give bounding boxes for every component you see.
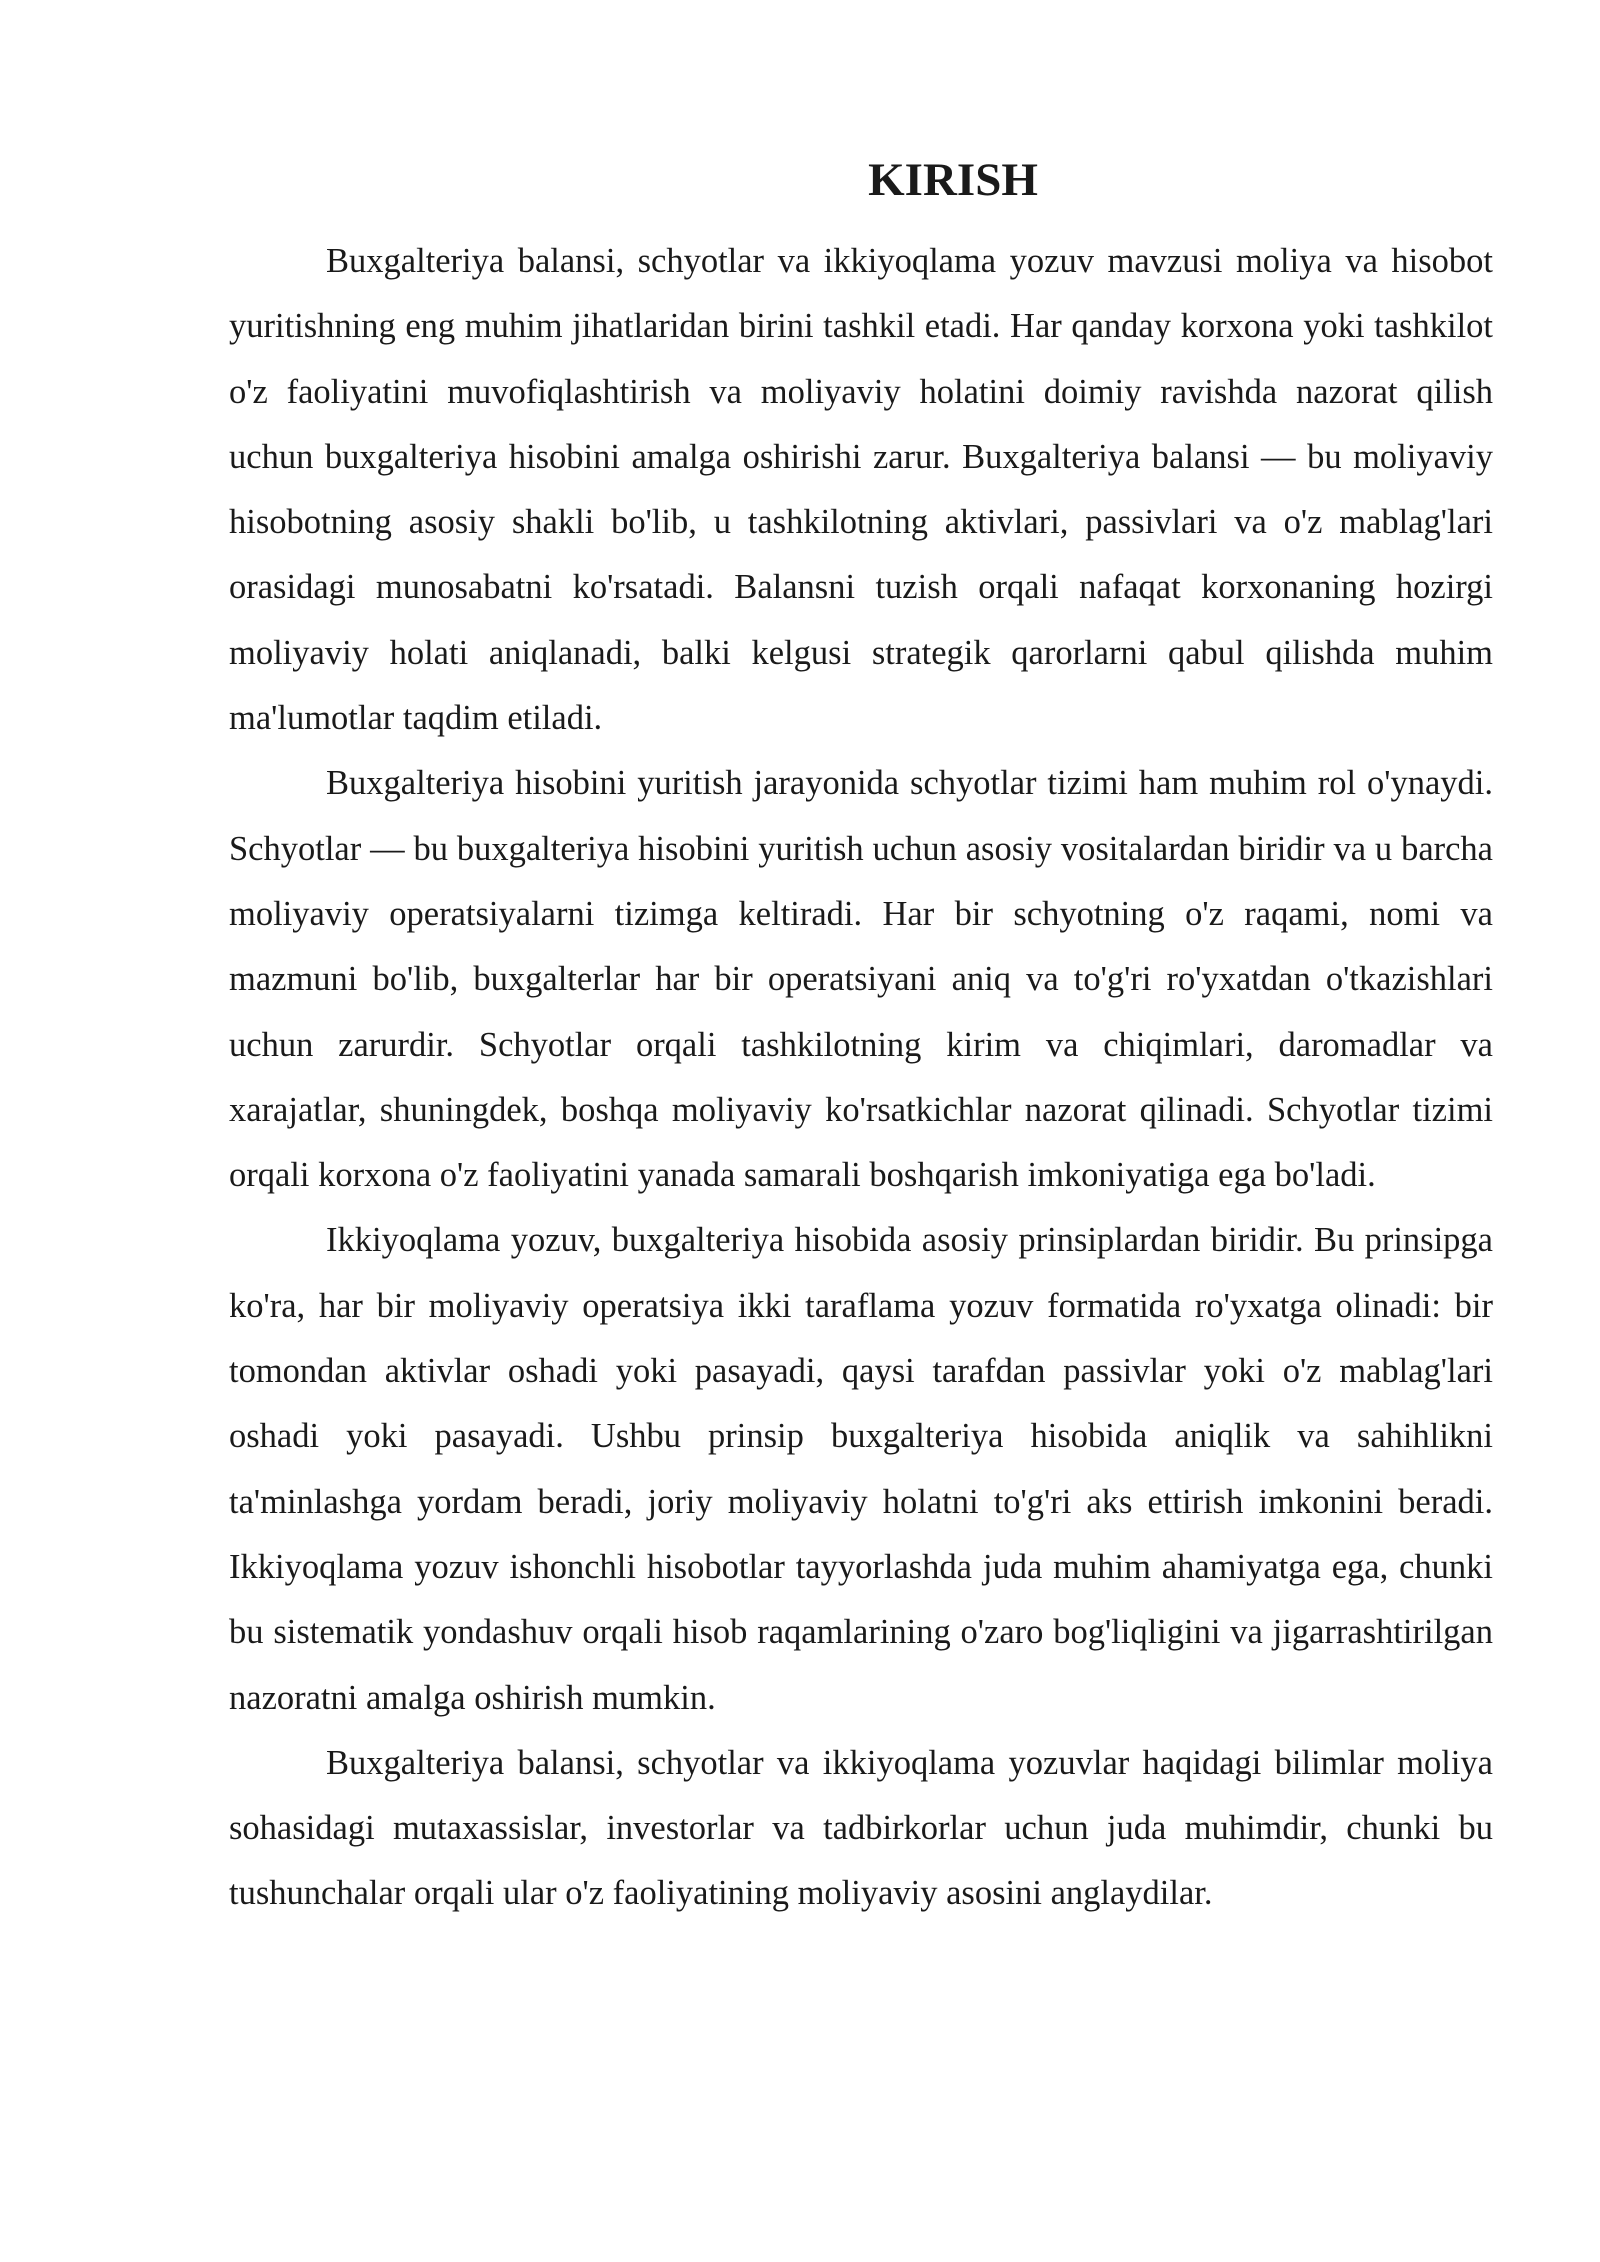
paragraph-3: Ikkiyoqlama yozuv, buxgalteriya hisobida asosiy prinsiplardan biridir. Bu prinsipga ko'ra, har bir moliyaviy operatsiya ikki taraflama yozuv formatida ro'yxatga olinadi: bir tomondan aktivlar oshadi yoki pasayadi, qaysi tarafdan passivlar yoki o'z mablag'lari oshadi yoki pasayadi. Ushbu prinsip buxgalteriya hisobida aniqlik va sahihlikni ta'minlashga yordam beradi, joriy moliyaviy holatni to'g'ri aks ettirish imkonini beradi. Ikkiyoqlama yozuv ishonchli hisobotlar tayyorlashda juda muhim ahamiyatga ega, chunki bu sistematik yondashuv orqali hisob raqamlarining o'zaro bog'liqligini va jigarrashtirilgan nazoratni amalga oshirish mumkin.	[229, 1221, 1493, 1717]
page-title: KIRISH	[868, 154, 1038, 206]
paragraph-2: Buxgalteriya hisobini yuritish jarayonida schyotlar tizimi ham muhim rol o'ynaydi. Schyotlar — bu buxgalteriya hisobini yuritish uchun asosiy vositalardan biridir va u barcha moliyaviy operatsiyalarni tizimga keltiradi. Har bir schyotning o'z raqami, nomi va mazmuni bo'lib, buxgalterlar har bir operatsiyani aniq va to'g'ri ro'yxatdan o'tkazishlari uchun zarurdir. Schyotlar orqali tashkilotning kirim va chiqimlari, daromadlar va xarajatlar, shuningdek, boshqa moliyaviy ko'rsatkichlar nazorat qilinadi. Schyotlar tizimi orqali korxona o'z faoliyatini yanada samarali boshqarish imkoniyatiga ega bo'ladi.	[229, 764, 1493, 1195]
document-body	[229, 229, 1493, 1927]
paragraph-4: Buxgalteriya balansi, schyotlar va ikkiyoqlama yozuvlar haqidagi bilimlar moliya sohasidagi mutaxassislar, investorlar va tadbirkorlar uchun juda muhimdir, chunki bu tushunchalar orqali ular o'z faoliyatining moliyaviy asosini anglaydilar.	[229, 1743, 1493, 1913]
paragraph-1: Buxgalteriya balansi, schyotlar va ikkiyoqlama yozuv mavzusi moliya va hisobot yuritishning eng muhim jihatlaridan birini tashkil etadi. Har qanday korxona yoki tashkilot o'z faoliyatini muvofiqlashtirish va moliyaviy holatini doimiy ravishda nazorat qilish uchun buxgalteriya hisobini amalga oshirishi zarur. Buxgalteriya balansi — bu moliyaviy hisobotning asosiy shakli bo'lib, u tashkilotning aktivlari, passivlari va o'z mablag'lari orasidagi munosabatni ko'rsatadi. Balansni tuzish orqali nafaqat korxonaning hozirgi moliyaviy holati aniqlanadi, balki kelgusi strategik qarorlarni qabul qilishda muhim ma'lumotlar taqdim etiladi.	[229, 242, 1493, 738]
